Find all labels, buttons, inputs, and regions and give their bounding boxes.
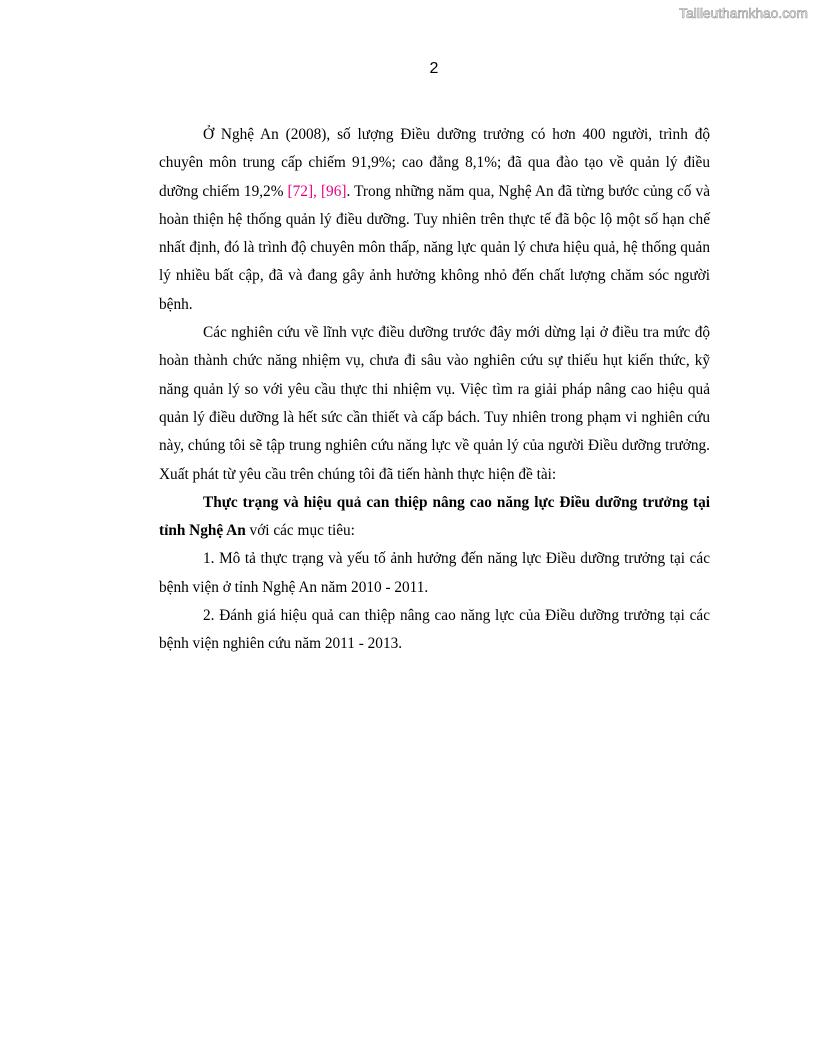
thesis-title: Thực trạng và hiệu quả can thiệp nâng cao năng lực Điều dưỡng trưởng tại tỉnh Nghệ An (159, 493, 710, 540)
objective-1: 1. Mô tả thực trạng và yếu tố ảnh hưởng đến năng lực Điều dưỡng trưởng tại các bệnh viện ở tỉnh Nghệ An năm 2010 - 2011. (159, 550, 710, 596)
objective-2: 2. Đánh giá hiệu quả can thiệp nâng cao năng lực của Điều dưỡng trưởng tại các bệnh viện nghiên cứu năm 2011 - 2013. (159, 607, 710, 653)
paragraph-text: . Trong những năm qua, Nghệ An đã từng bước củng cố và hoàn thiện hệ thống quản lý điều dưỡng. Tuy nhiên trên thực tế đã bộc lộ một số hạn chế nhất định, đó là trình độ chuyên môn thấp, năng lực quản lý chưa hiệu quả, hệ thống quản lý nhiều bất cập, đã và đang gây ảnh hưởng không nhỏ đến chất lượng chăm sóc người bệnh. (159, 182, 710, 313)
watermark-text: Tailieuthamkhao.com (679, 6, 808, 21)
paragraph-research-gap: Các nghiên cứu về lĩnh vực điều dưỡng trước đây mới dừng lại ở điều tra mức độ hoàn thành chức năng nhiệm vụ, chưa đi sâu vào nghiên cứu sự thiếu hụt kiến thức, kỹ năng quản lý so với yêu cầu thực thi nhiệm vụ. Việc tìm ra giải pháp nâng cao hiệu quả quản lý điều dưỡng là hết sức cần thiết và cấp bách. Tuy nhiên trong phạm vi nghiên cứu này, chúng tôi sẽ tập trung nghiên cứu năng lực về quản lý của người Điều dưỡng trưởng. Xuất phát từ yêu cầu trên chúng tôi đã tiến hành thực hiện đề tài: (159, 324, 710, 483)
paragraph-text: với các mục tiêu: (245, 522, 355, 540)
paragraph-text: Ở Nghệ An (2008), số lượng Điều dưỡng trưởng có hơn 400 người, trình độ chuyên môn trung cấp chiếm 91,9%; cao đẳng 8,1%; đã qua đào tạo về quản lý điều dưỡng chiếm 19,2% (159, 126, 710, 200)
page-number: 2 (429, 60, 439, 77)
citation-link[interactable]: [72], [96] (287, 182, 347, 200)
document-body (159, 121, 710, 659)
paragraph-thesis-title (159, 489, 710, 546)
paragraph-context-nghe-an (159, 121, 710, 319)
